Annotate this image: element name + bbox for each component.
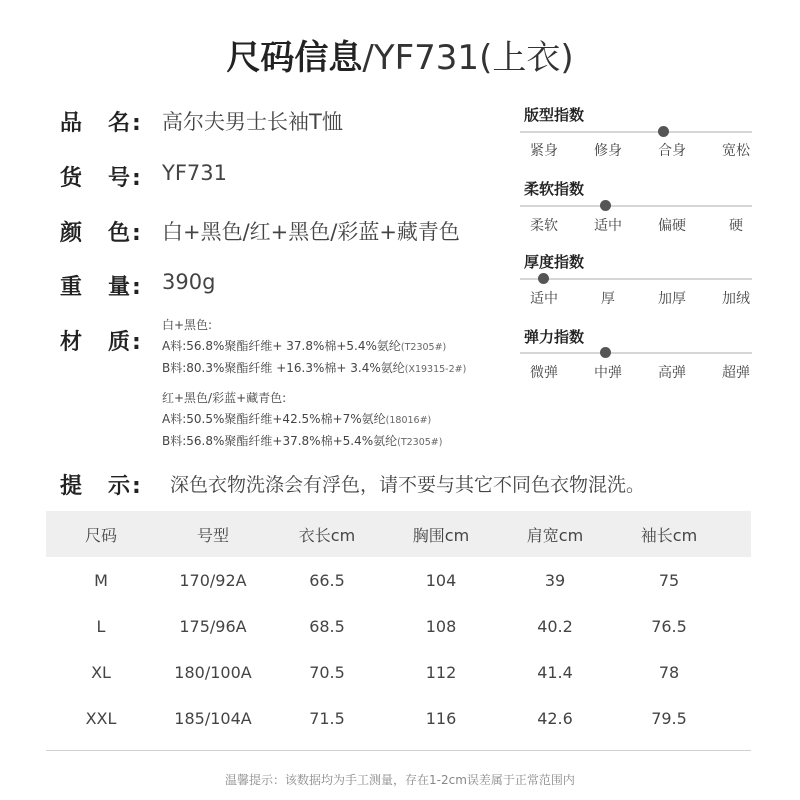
size-table	[46, 511, 751, 741]
material-group1-b: B料:80.3%聚酯纤维 +16.3%棉+ 3.4%氨纶(X19315-2#)	[162, 361, 467, 375]
table-cell: 40.2	[537, 616, 573, 636]
header-cell: 胸围cm	[412, 525, 470, 545]
table-cell: 175/96A	[179, 616, 247, 636]
name-value: 高尔夫男士长袖T恤	[162, 110, 343, 134]
softness-index-title: 柔软指数	[524, 180, 585, 198]
elasticity-index-track	[520, 352, 752, 354]
table-row	[46, 603, 751, 649]
table-cell: 76.5	[651, 616, 687, 636]
table-cell: 116	[425, 708, 457, 728]
header-cell: 尺码	[84, 525, 117, 545]
table-cell: M	[94, 570, 108, 590]
fit-index-levels: 紧身 修身 合身 宽松	[530, 143, 750, 159]
table-cell: 68.5	[309, 616, 345, 636]
table-cell: XL	[91, 662, 111, 682]
table-row	[46, 557, 751, 603]
page-title	[0, 30, 800, 79]
table-cell: 39	[544, 570, 566, 590]
fit-index-title: 版型指数	[524, 106, 585, 124]
fit-index-marker	[658, 126, 669, 137]
title-sub: /YF731(上衣)	[362, 38, 574, 78]
material-label: 材 质:	[60, 330, 143, 355]
number-label: 货 号:	[60, 166, 143, 191]
table-cell: 41.4	[537, 662, 573, 682]
color-label: 颜 色:	[60, 221, 143, 246]
table-cell: 108	[425, 616, 457, 636]
material-group1-title: 白+黑色:	[162, 318, 213, 332]
table-cell: L	[96, 616, 106, 636]
size-table-header	[46, 511, 751, 557]
header-cell: 衣长cm	[298, 525, 356, 545]
material-group2-b: B料:56.8%聚酯纤维+37.8%棉+5.4%氨纶(T2305#)	[162, 434, 443, 448]
table-cell: 71.5	[309, 708, 345, 728]
material-group2-a: A料:50.5%聚酯纤维+42.5%棉+7%氨纶(18016#)	[162, 412, 432, 426]
title-main: 尺码信息	[226, 38, 363, 78]
table-cell: 104	[425, 570, 457, 590]
thickness-index-track	[520, 278, 752, 280]
footnote: 温馨提示：该数据均为手工测量，存在1-2cm误差属于正常范围内	[225, 773, 575, 787]
table-bottom-divider	[46, 750, 751, 751]
table-row	[46, 649, 751, 695]
softness-index-track	[520, 205, 752, 207]
table-cell: 170/92A	[179, 570, 247, 590]
weight-label: 重 量:	[60, 275, 143, 300]
number-value: YF731	[162, 161, 227, 185]
elasticity-index-title: 弹力指数	[524, 328, 585, 346]
header-cell: 袖长cm	[640, 525, 698, 545]
material-details	[162, 315, 466, 453]
name-label: 品 名:	[60, 111, 143, 136]
thickness-index-title: 厚度指数	[524, 253, 585, 271]
elasticity-index-marker	[600, 347, 611, 358]
elasticity-index-levels: 微弹 中弹 高弹 超弹	[530, 365, 750, 381]
softness-index-marker	[600, 200, 611, 211]
table-cell: 66.5	[309, 570, 345, 590]
table-cell: 75	[658, 570, 680, 590]
table-row	[46, 695, 751, 741]
table-cell: 79.5	[651, 708, 687, 728]
table-cell: 185/104A	[174, 708, 252, 728]
table-cell: 78	[658, 662, 680, 682]
table-cell: XXL	[85, 708, 117, 728]
thickness-index-marker	[538, 273, 549, 284]
table-cell: 42.6	[537, 708, 573, 728]
material-group1-a: A料:56.8%聚酯纤维+ 37.8%棉+5.4%氨纶(T2305#)	[162, 339, 447, 353]
table-cell: 70.5	[309, 662, 345, 682]
table-cell: 180/100A	[174, 662, 252, 682]
tip-label: 提 示:	[60, 474, 143, 499]
weight-value: 390g	[162, 270, 216, 294]
thickness-index-levels: 适中 厚 加厚 加绒	[530, 291, 750, 307]
header-cell: 肩宽cm	[526, 525, 584, 545]
header-cell: 号型	[196, 525, 229, 545]
softness-index-levels: 柔软 适中 偏硬 硬	[530, 218, 743, 234]
material-group2-title: 红+黑色/彩蓝+藏青色:	[162, 391, 287, 405]
tip-text: 深色衣物洗涤会有浮色，请不要与其它不同色衣物混洗。	[170, 474, 646, 496]
fit-index-track	[520, 131, 752, 133]
table-cell: 112	[425, 662, 457, 682]
color-value: 白+黑色/红+黑色/彩蓝+藏青色	[162, 220, 460, 244]
